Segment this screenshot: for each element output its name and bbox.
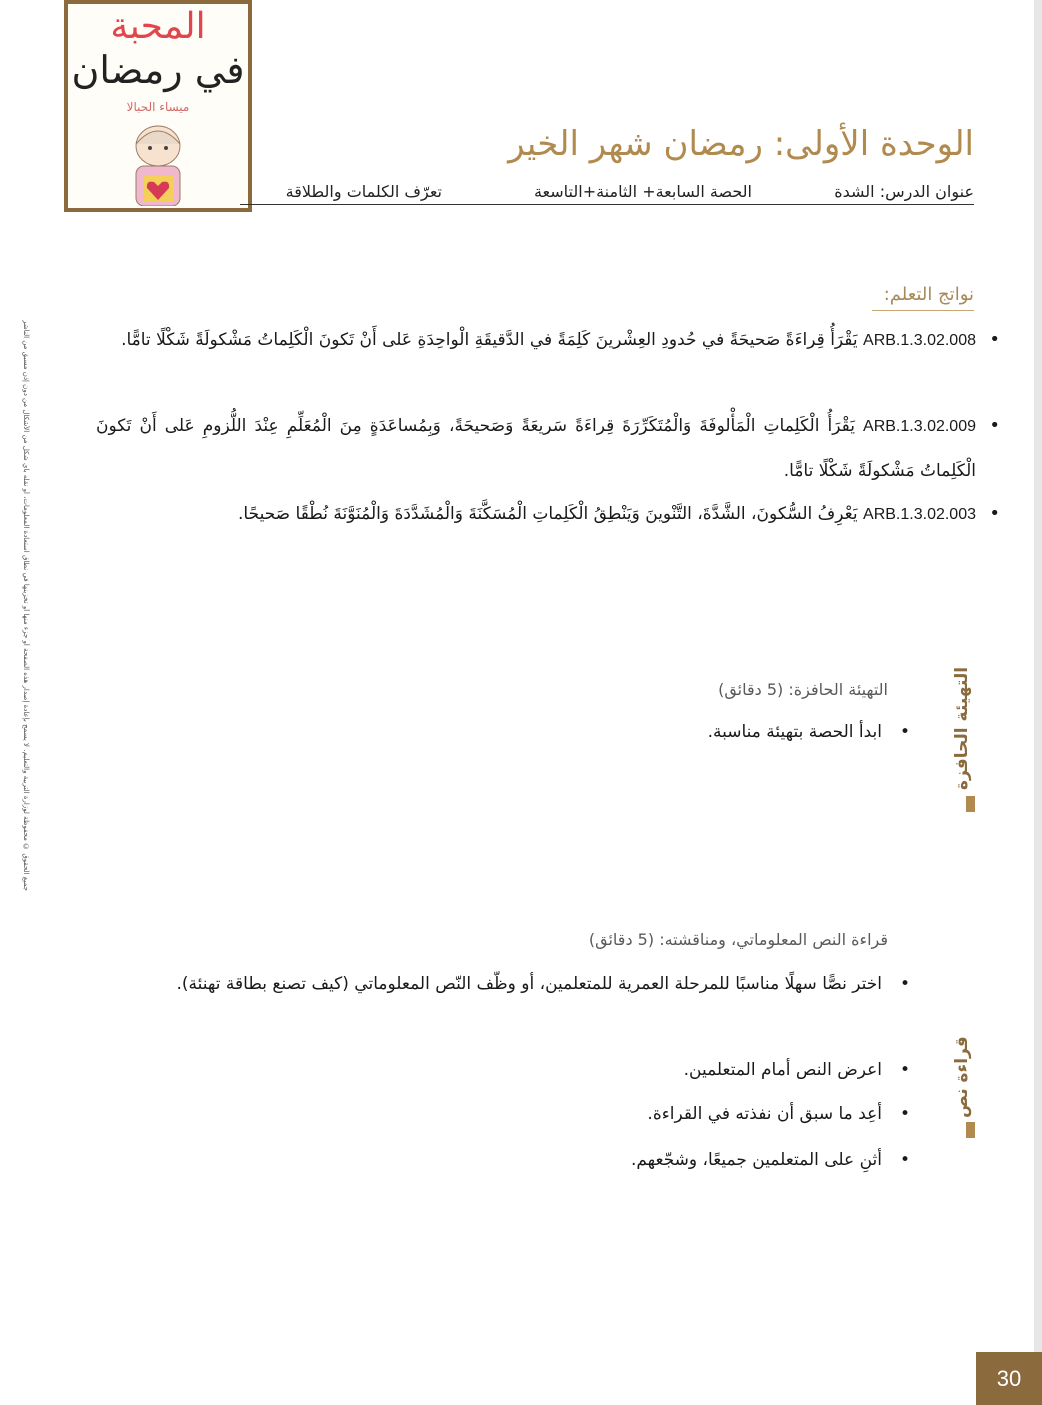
- bullet-icon: •: [899, 1060, 910, 1080]
- reading-side-bar: [966, 1122, 975, 1138]
- header-divider: [240, 204, 974, 205]
- reading-side-label: قراءة نص: [952, 1036, 972, 1118]
- outcome-item: [96, 404, 1000, 493]
- session-label: الحصة السابعة+ الثامنة+التاسعة: [533, 182, 752, 201]
- reading-item: [647, 1104, 910, 1124]
- bullet-icon: •: [989, 415, 1000, 436]
- warmup-side-bar: [966, 796, 975, 812]
- warmup-item-text: ابدأ الحصة بتهيئة مناسبة.: [707, 722, 882, 742]
- cover-title-black: في رمضان: [71, 48, 245, 92]
- warmup-item: [707, 722, 910, 742]
- outcomes-title: نواتج التعلم:: [883, 284, 974, 305]
- reading-item-text: اعرض النص أمام المتعلمين.: [683, 1060, 882, 1080]
- outcome-item: [96, 318, 1000, 363]
- outcome-item: [96, 492, 1000, 537]
- outcome-code: ARB.1.3.02.003: [863, 506, 976, 523]
- cover-author: ميساء الحبالا: [126, 100, 190, 114]
- bullet-icon: •: [899, 1150, 910, 1170]
- child-holding-heart-illustration: [68, 116, 248, 206]
- bullet-icon: •: [899, 722, 910, 742]
- outcome-text: يَقْرَأُ قِراءَةً صَحيحَةً في حُدودِ العِشْرينَ كَلِمَةً في الدَّقيقَةِ الْواحِدَةِ عَلى أَنْ تَكونَ الْكَلِماتُ مَشْكولَةً شَكْلًا تامًّا.: [121, 330, 858, 350]
- reading-heading: قراءة النص المعلوماتي، ومناقشته: (5 دقائق): [588, 930, 888, 949]
- outcome-text: يَعْرِفُ السُّكونَ، الشَّدَّةَ، التَّنْوينَ وَيَنْطِقُ الْكَلِماتِ الْمُسَكَّنَةَ وَالْمُشَدَّدَةَ وَالْمُنَوَّنَةَ نُطْقًا صَحيحًا.: [238, 504, 858, 524]
- reading-item: [102, 962, 910, 1006]
- outcomes-underline: [872, 310, 974, 311]
- page-number: 30: [976, 1352, 1042, 1405]
- unit-title: الوحدة الأولى: رمضان شهر الخير: [508, 124, 974, 164]
- reading-item-text: أعِد ما سبق أن نفذته في القراءة.: [647, 1104, 882, 1124]
- book-cover: [64, 0, 252, 212]
- cover-title-red: المحبة: [110, 6, 206, 47]
- outcome-code: ARB.1.3.02.009: [863, 418, 976, 435]
- reading-item-text: أثنِ على المتعلمين جميعًا، وشجّعهم.: [630, 1150, 882, 1170]
- copyright-notice: جميع الحقوق © محفوظة لوزارة التربية والتعليم. لا يسمح بإعادة إصدار هذه الصفحة أو جزء منها أو تخزينها في نطاق استعادة المعلومات، أو نقله بأي شكل من الأشكال من دون إذن مسبق من الناشر: [22, 320, 30, 891]
- bullet-icon: •: [989, 503, 1000, 524]
- skill-label: تعرّف الكلمات والطلاقة: [285, 182, 442, 201]
- warmup-side-label: التهيئة الحافزة: [952, 666, 972, 790]
- reading-item: [630, 1150, 910, 1170]
- outcome-code: ARB.1.3.02.008: [863, 332, 976, 349]
- warmup-heading: التهيئة الحافزة: (5 دقائق): [718, 680, 888, 699]
- outcome-text: يَقْرَأُ الْكَلِماتِ الْمَأْلوفَةَ وَالْمُتَكَرِّرَةَ قِراءَةً سَريعَةً وَصَحيحَةً، وَبِمُساعَدَةٍ مِنَ الْمُعَلِّمِ عِنْدَ اللُّزومِ عَلى أَنْ تَكونَ الْكَلِماتُ مَشْكولَةً شَكْلًا تامًّا.: [96, 416, 976, 481]
- bullet-icon: •: [899, 974, 910, 994]
- reading-item-text: اختر نصًّا سهلًا مناسبًا للمرحلة العمرية للمتعلمين، أو وظّف النّص المعلوماتي (كيف تصنع بطاقة تهنئة).: [176, 974, 882, 994]
- page-edge: [1034, 0, 1042, 1405]
- bullet-icon: •: [989, 329, 1000, 350]
- lesson-title: عنوان الدرس: الشدة: [834, 182, 974, 201]
- bullet-icon: •: [899, 1104, 910, 1124]
- reading-item: [683, 1060, 910, 1080]
